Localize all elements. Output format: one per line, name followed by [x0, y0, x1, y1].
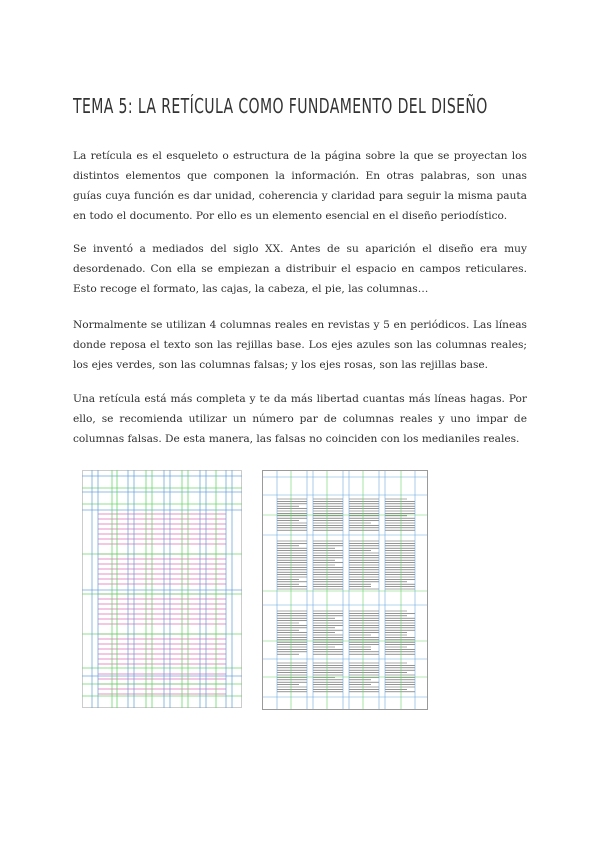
paragraph-4: Una retícula está más completa y te da más libertad cuantas más líneas hagas. Por ello, se recomienda utilizar un número par de columnas reales y uno impar de columnas falsas. De esta manera, las falsas no coinciden con los medianiles reales.: [73, 393, 527, 445]
text-page-background: [263, 471, 427, 709]
paragraph-1: La retícula es el esqueleto o estructura de la página sobre la que se proyectan los distintos elementos que componen la información. En otras palabras, son unas guías cuya función es dar unidad, coherencia y claridad para seguir la misma pauta en todo el documento. Por ello es un elemento esencial en el diseño periodístico.: [73, 150, 527, 222]
paragraph-3: Normalmente se utilizan 4 columnas reales en revistas y 5 en periódicos. Las líneas donde reposa el texto son las rejillas base. Los ejes azules son las columnas reales; los ejes verdes, son las columnas falsas; y los ejes rosas, son las rejillas base.: [73, 319, 527, 371]
paragraph-2: Se inventó a mediados del siglo XX. Antes de su aparición el diseño era muy desordenado. Con ella se empiezan a distribuir el espacio en campos reticulares. Esto recoge el formato, las cajas, la cabeza, el pie, las columnas…: [73, 243, 527, 295]
grid-text-image: [263, 471, 427, 709]
page-title: TEMA 5: LA RETÍCULA COMO FUNDAMENTO DEL DISEÑO: [73, 94, 488, 118]
grid-text-figure: [262, 470, 428, 710]
grid-page-background: [82, 470, 242, 708]
